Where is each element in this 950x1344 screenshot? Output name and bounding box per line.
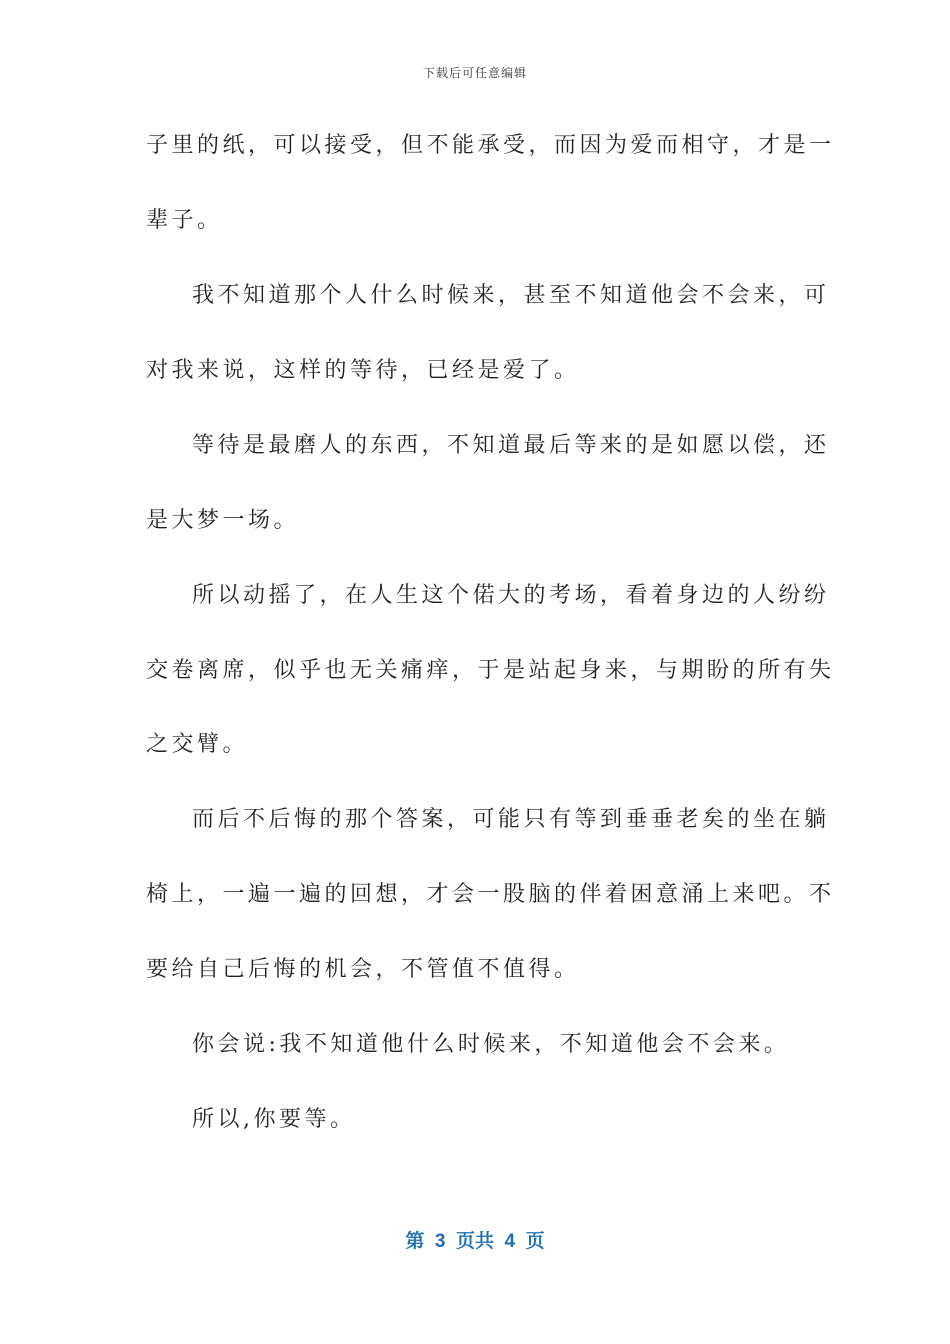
paragraph-start-line: 你会说:我不知道他什么时候来，不知道他会不会来。 <box>192 1032 790 1057</box>
paragraph-start-line: 所以动摇了，在人生这个偌大的考场，看着身边的人纷纷 <box>192 583 830 608</box>
paragraph-start-line: 所以,你要等。 <box>192 1107 356 1132</box>
page-footer: 第 3 页共 4 页 <box>405 1231 545 1252</box>
paragraph-start-line: 而后不后悔的那个答案，可能只有等到垂垂老矣的坐在躺 <box>192 807 830 832</box>
text-line: 交卷离席，似乎也无关痛痒，于是站起身来，与期盼的所有失 <box>146 658 835 683</box>
text-line: 要给自己后悔的机会，不管值不值得。 <box>146 957 580 982</box>
text-line: 对我来说，这样的等待，已经是爱了。 <box>146 358 580 383</box>
text-line: 是大梦一场。 <box>146 508 300 533</box>
page-header: 下载后可任意编辑 <box>422 66 527 80</box>
text-line: 椅上，一遍一遍的回想，才会一股脑的伴着困意涌上来吧。不 <box>146 882 835 907</box>
text-line: 子里的纸，可以接受，但不能承受，而因为爱而相守，才是一 <box>146 133 835 158</box>
paragraph-start-line: 我不知道那个人什么时候来，甚至不知道他会不会来，可 <box>192 283 830 308</box>
text-line: 辈子。 <box>146 208 223 233</box>
paragraph-start-line: 等待是最磨人的东西，不知道最后等来的是如愿以偿，还 <box>192 433 830 458</box>
text-line: 之交臂。 <box>146 732 249 757</box>
